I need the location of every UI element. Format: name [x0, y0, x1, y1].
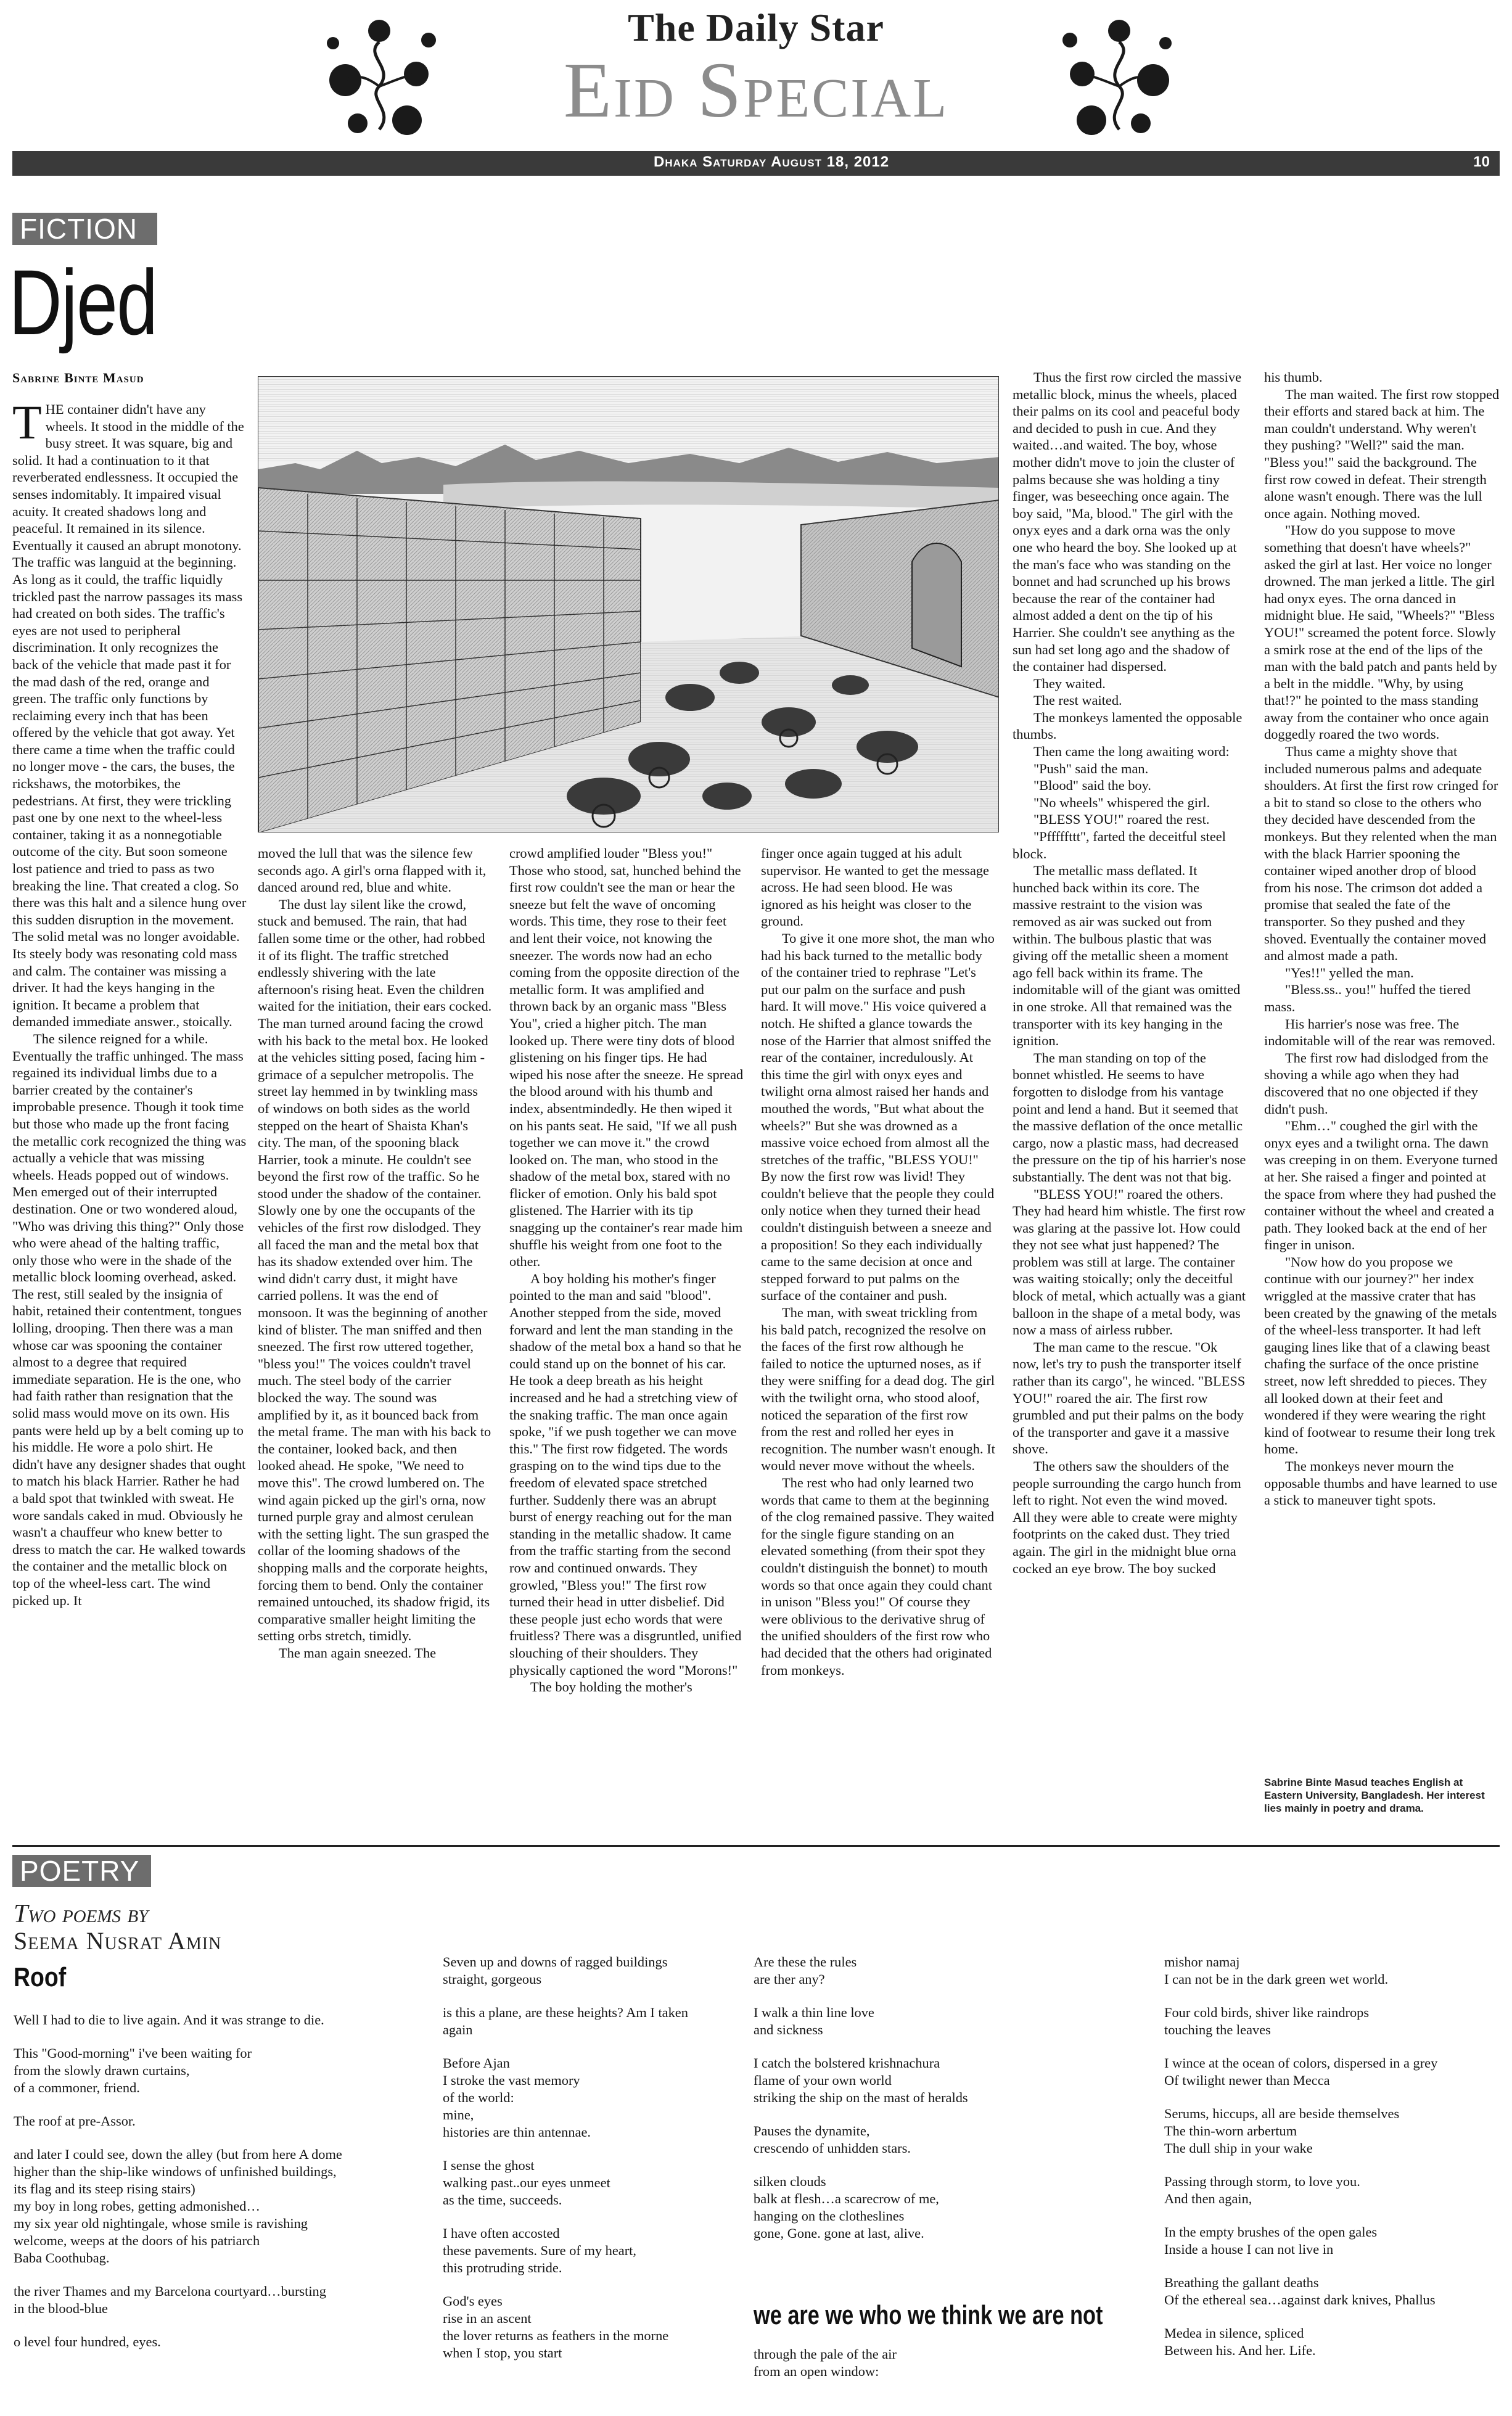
poem-stanza: In the empty brushes of the open gales Inside a house I can not live in: [1164, 2224, 1378, 2257]
story-paragraph: crowd amplified louder "Bless you!" Those who stood, sat, hunched behind the first row couldn't see the man or hear the sneeze but felt the wave of oncoming words. This time, they rose to their feet and lent their voice, not knowing the sneezer. The words now had an echo coming from the opposite direction of the metallic form. It was amplified and thrown back by an organic mass "Bless You", cried a higher pitch. The man looked up. There were tiny dots of blood glistening on his finger tips. He had wiped his nose after the sneeze. He spread the blood around with his thumb and index, absentmindedly. He then wiped it on his pants seat. He said, "If we all push together we can move it." the crowd looked on. The man, who stood in the shadow of the metal box, stared with no flicker of emotion. Only his bald spot glistened. The Harrier with its tip snagging up the container's rear made him shuffle his weight from one foot to the other.: [509, 845, 744, 1270]
story-column-6: [1264, 369, 1500, 1509]
poem-stanza: Before Ajan I stroke the vast memory of the world: mine, histories are thin antennae.: [443, 2055, 591, 2140]
poem-stanza: Four cold birds, shiver like raindrops touching the leaves: [1164, 2005, 1370, 2037]
poem-stanza: Are these the rules are ther any?: [754, 1954, 857, 1987]
story-paragraph: Then came the long awaiting word:: [1033, 744, 1230, 760]
story-paragraph: The monkeys never mourn the opposable thumbs and have learned to use a stick to maneuver tight spots.: [1264, 1458, 1498, 1508]
poem-column-4: [1164, 1954, 1500, 2375]
poem-stanza: silken clouds balk at flesh…a scarecrow of me, hanging on the clotheslines gone, Gone. gone at last, alive.: [754, 2174, 939, 2241]
poem-stanza: I sense the ghost walking past..our eyes unmeet as the time, succeeds.: [443, 2158, 610, 2208]
story-paragraph: "Blood" said the boy.: [1033, 778, 1151, 794]
story-paragraph: The man waited. The first row stopped their efforts and stared back at him. The man couldn't understand. Why weren't they pushing? "Well?" said the man. "Bless you!" said the background. The first row cowed in defeat. Their strength alone wasn't enough. There was the lull once again. Nothing moved.: [1264, 386, 1500, 521]
poem-stanza: The roof at pre-Assor.: [14, 2113, 136, 2129]
story-paragraph: Thus came a mighty shove that included numerous palms and adequate shoulders. At first the first row cringed for a bit to stand so close to the others who they decided have descended from the monkeys. But they relented when the man with the black Harrier spooning the container wiped another drop of blood from his nose. The crimson dot added a promise that sealed the fate of the transporter. So they pushed and they shoved. Eventually the container moved and almost made a path.: [1264, 744, 1498, 964]
poem-stanza: I catch the bolstered krishnachura flame of your own world striking the ship on the mast of heralds: [754, 2055, 968, 2105]
story-paragraph: His harrier's nose was free. The indomitable will of the rear was removed.: [1264, 1016, 1495, 1049]
story-paragraph: "Bless.ss.. you!" huffed the tiered mass.: [1264, 982, 1471, 1014]
poem-stanza: mishor namaj I can not be in the dark green wet world.: [1164, 1954, 1389, 1987]
poem-stanza: is this a plane, are these heights? Am I taken again: [443, 2005, 688, 2037]
poetry-subtitle: Two poems by: [14, 1900, 149, 1928]
story-paragraph: The man again sneezed. The: [279, 1645, 437, 1661]
poem-stanza: This "Good-morning" i've been waiting for from the slowly drawn curtains, of a commoner, friend.: [14, 2045, 252, 2095]
poem-stanza: I walk a thin line love and sickness: [754, 2005, 874, 2037]
story-paragraph: "BLESS YOU!" roared the rest.: [1033, 811, 1210, 828]
story-paragraph: The others saw the shoulders of the people surrounding the cargo hunch from left to right. Not even the wind moved. All they were able to create were mighty footprints on the caked dust. They tried again. The girl in the midnight blue orna cocked an eye brow. The boy sucked: [1013, 1458, 1241, 1576]
story-title: Djed: [9, 250, 157, 354]
masthead: [0, 0, 1512, 154]
story-paragraph: The rest who had only learned two words that came to them at the beginning of the clog remained passive. They waited for the single figure standing on an elevated something (from their spot they couldn't distinguish the bonnet) to mouth words so that once again they could chant in unison "Bless you!" Of course they were oblivious to the derivative shrug of the unified shoulders of the first row who had decided that the others had originated from monkeys.: [761, 1474, 995, 1678]
story-paragraph: Thus the first row circled the massive metallic block, minus the wheels, placed their palms on its cool and peaceful body and decided to push in cue. And they waited…and waited. The boy, whose mother didn't move to join the cluster of palms because she was holding a tiny finger, was beseeching once again. The boy said, "Ma, blood." The girl with the onyx eyes and a dark orna was the only one who heard the boy. She looked up at the man's face who was standing on the bonnet and had scrunched up his brows because the rear of the container had almost added a dent on the tip of his Harrier. She couldn't see anything as the sun had set long ago and the shadow of the container had dispersed.: [1013, 369, 1242, 675]
story-column-1: [12, 395, 247, 1609]
poem-stanza: I have often accosted these pavements. Sure of my heart, this protruding stride.: [443, 2225, 636, 2275]
story-paragraph: The metallic mass deflated. It hunched back within its core. The massive restraint to the vision was removed as air was sucked out from within. The bulbous plastic that was giving off the metallic sheen a moment ago fell back within its frame. The indomitable will of the giant was omitted in one stroke. All that remained was the transporter with its key hanging in the ignition.: [1013, 863, 1241, 1049]
poem-title-roof: Roof: [14, 1962, 67, 1992]
story-paragraph: "Push" said the man.: [1033, 760, 1149, 776]
story-paragraph: The first row had dislodged from the shoving a while ago when they had discovered that no one objected if they didn't push.: [1264, 1050, 1489, 1117]
drop-cap: T: [12, 395, 42, 449]
poem-stanza: Passing through storm, to love you. And then again,: [1164, 2174, 1360, 2206]
story-paragraph: The man, with sweat trickling from his bald patch, recognized the resolve on the faces of the first row although he failed to notice the upturned noses, as if they were sniffing for a dead dog. The girl with the twilight orna, who stood aloof, noticed the separation of the first row from the rest and rolled her eyes in recognition. The number wasn't enough. It would never move without the wheels.: [761, 1305, 995, 1474]
poem-stanza: Breathing the gallant deaths Of the ethereal sea…against dark knives, Phallus: [1164, 2275, 1436, 2307]
page-number: 10: [1473, 154, 1490, 170]
issue-date: Dhaka Saturday August 18, 2012: [654, 154, 890, 170]
dateline-bar: [12, 151, 1500, 176]
fiction-section-label: FICTION: [12, 213, 157, 245]
street-scene-image: [258, 377, 999, 832]
poem-column-2: [443, 1954, 751, 2378]
story-paragraph: The boy holding the mother's: [530, 1679, 692, 1695]
poem-stanza: Seven up and downs of ragged buildings straight, gorgeous: [443, 1954, 668, 1987]
newspaper-name: The Daily Star: [628, 6, 884, 49]
poem-stanza: Medea in silence, spliced Between his. And her. Life.: [1164, 2325, 1316, 2358]
story-column-3: [509, 845, 744, 1696]
poem-stanza: God's eyes rise in an ascent the lover returns as feathers in the morne when I stop, you start: [443, 2293, 669, 2361]
story-paragraph: "BLESS YOU!" roared the others. They had heard him whistle. The first row was glaring at the passive lot. How could they not see what just happened? The problem was still at large. The container was waiting stoically; only the deceitful block of metal, which actually was a giant balloon in the shape of a metal body, was now a mass of airless rubber.: [1013, 1186, 1246, 1338]
poetry-section-label: POETRY: [12, 1855, 151, 1887]
section-name: Eid Special: [563, 46, 949, 134]
poem-column-3: [754, 1954, 1087, 2258]
section-divider: [12, 1845, 1500, 1847]
story-paragraph: The man came to the rescue. "Ok now, let's try to push the transporter itself rather than its cargo", he winced. "BLESS YOU!" roared the air. The first row grumbled and put their palms on the body of the transporter and gave it a massive shove.: [1013, 1339, 1246, 1457]
story-paragraph: They waited.: [1033, 675, 1106, 691]
poetry-author: Seema Nusrat Amin: [14, 1927, 222, 1955]
story-paragraph: "No wheels" whispered the girl.: [1033, 794, 1210, 810]
poem-stanza: Well I had to die to live again. And it was strange to die.: [14, 2012, 324, 2028]
story-paragraph: The man standing on top of the bonnet whistled. He seems to have forgotten to dislodge from his vantage point and lend a hand. But it seemed that the massive deflation of the once metallic cargo, now a plastic mass, had decreased the pressure on the tip of his harrier's nose substantially. The dent was not that big.: [1013, 1050, 1246, 1185]
story-paragraph: A boy holding his mother's finger pointed to the man and said "blood". Another stepped from the side, moved forward and lent the man standing in the shadow of the metal box a hand so that he could stand up on the bonnet of his car. He took a deep breath as his height increased and he had a stretching view of the snaking traffic. The man once again spoke, "if we push together we can move this." The first row fidgeted. The words grasping on to the wind tips due to the freedom of elevated space stretched further. Suddenly there was an abrupt burst of energy reaching out for the man standing in the metallic shadow. It came from the traffic starting from the second row and continued onwards. They growled, "Bless you!" The first row turned their head in utter disbelief. Did these people just echo words that were fruitless? There was a disgruntled, unified slouching of their shoulders. They physically captioned the word "Morons!": [509, 1270, 742, 1678]
story-column-4: [761, 845, 995, 1678]
street-engraving-illustration: [258, 376, 999, 832]
story-byline: Sabrine Binte Masud: [12, 370, 144, 385]
poem-title-we-are: we are we who we think we are not: [754, 2300, 1103, 2330]
poem-column-1: [14, 2011, 371, 2367]
poem-stanza: Pauses the dynamite, crescendo of unhidden stars.: [754, 2123, 911, 2156]
story-paragraph: "Pfffffttt", farted the deceitful steel block.: [1013, 829, 1226, 861]
story-paragraph: The dust lay silent like the crowd, stuck and bemused. The rain, that had fallen some time or the other, had robbed it of its flight. The traffic stretched endlessly shivering with the late afternoon's rising heat. Even the children waited for the initiation, their ears cocked. The man turned around facing the crowd with his back to the metal box. He looked at the vehicles sitting posed, facing him - grimace of a sepulcher metropolis. The street lay hemmed in by twinkling mass of windows on both sides as the world stepped on the heart of Shaista Khan's city. The man, of the spooning black Harrier, took a minute. He couldn't see beyond the first row of the traffic. So he stood under the shadow of the container. Slowly one by one the occupants of the vehicles of the first row dislodged. They all faced the man and the metal box that has its shadow extended over him. The wind didn't carry dust, it might have carried pollens. It was the end of monsoon. It was the beginning of another kind of blister. The man sniffed and then sneezed. The first row uttered together, "bless you!" The voices couldn't travel much. The steel body of the carrier blocked the way. The sound was amplified by it, as it bounced back from the metal frame. The man with his back to the container, looked back, and then looked ahead. He spoke, "We need to move this". The crowd lumbered on. The wind again picked up the girl's orna, now turned purple gray and almost cerulean with the setting light. The sun grasped the collar of the looming shadows of the shopping malls and the corporate heights, forcing them to bend. Only the container remained untouched, its shadow frigid, its comparative smaller height limiting the setting orbs stretch, timidly.: [258, 896, 492, 1644]
story-paragraph: The rest waited.: [1033, 692, 1122, 709]
story-column-5: [1013, 369, 1247, 1577]
story-paragraph: "Yes!!" yelled the man.: [1285, 964, 1414, 980]
story-paragraph: finger once again tugged at his adult supervisor. He wanted to get the message across. He had seen blood. He was ignored as his height was closer to the ground.: [761, 845, 989, 929]
poem-stanza: the river Thames and my Barcelona courtyard…bursting in the blood-blue: [14, 2283, 326, 2316]
poem-stanza: Serums, hiccups, all are beside themselves The thin-worn arbertum The dull ship in your wake: [1164, 2106, 1400, 2156]
story-paragraph: moved the lull that was the silence few seconds ago. A girl's orna flapped with it, danced around red, blue and white.: [258, 845, 487, 895]
story-paragraph: his thumb.: [1264, 369, 1323, 385]
story-paragraph: "Ehm…" coughed the girl with the onyx eyes and a twilight orna. The dawn was creeping in on them. Everyone turned at her. She raised a finger and pointed at the space from where they had pushed the container without the wheel and created a path. They looked back at the end of her finger in unison.: [1264, 1118, 1498, 1253]
story-paragraph: The silence reigned for a while. Eventually the traffic unhinged. The mass regained its individual limbs due to a barrier created by the container's improbable presence. Though it took time but those who made up the front facing the metallic cork recognized the thing was actually a vehicle that was missing wheels. Heads popped out of windows. Men emerged out of their interrupted destination. One or two wondered aloud, "Who was driving this thing?" Only those who were ahead of the halting traffic, only those who were in the shade of the metallic block looming overhead, asked. The rest, still sealed by the insignia of habit, retained their contentment, tongues lolling, drooping. Then there was a man whose car was spooning the container almost to a degree that required immediate separation. He is the one, who had faith rather than resignation that the solid mass would move on its own. His pants were held up by a belt coming up to his middle. He wore a polo shirt. He didn't have any designer shades that ought to match his black Harrier. Rather he had a bald spot that twinkled with sweat. He wore sandals caked in mud. Obviously he wasn't a chauffeur who knew better to dress to match the car. He walked towards the container and the metallic block on top of the wheel-less cart. The wind picked up. It: [12, 1030, 247, 1608]
author-bio: Sabrine Binte Masud teaches English at Eastern University, Bangladesh. Her interest lies mainly in poetry and drama.: [1264, 1777, 1485, 1814]
poem-stanza: and later I could see, down the alley (but from here A dome higher than the ship-like windows of unfinished buildings, its flag and its steep rising stairs) my boy in long robes, getting admonished… my six year old nightingale, whose smile is ravishing welcome, weeps at the doors of his patriarch Baba Coothubag.: [14, 2147, 342, 2266]
poem-stanza: o level four hundred, eyes.: [14, 2334, 161, 2349]
poem-stanza: I wince at the ocean of colors, dispersed in a grey Of twilight newer than Mecca: [1164, 2055, 1438, 2088]
story-paragraph: To give it one more shot, the man who had his back turned to the metallic body of the container tried to rephrase "Let's put our palm on the surface and push hard. It will move." His voice quivered a notch. He shifted a glance towards the nose of the Harrier that almost sniffed the rear of the container, incredulously. At this time the girl with onyx eyes and twilight orna almost raised her hands and mouthed the words, "But what about the wheels?" But she was drowned as a massive voice echoed from almost all the stretches of the traffic, "BLESS YOU!" By now the first row was livid! They couldn't believe that the people they could only notice when they turned their head couldn't distinguish between a sneeze and a proposition! So they each individually came to the same decision at once and stepped forward to put palms on the surface of the container and push.: [761, 930, 995, 1304]
story-paragraph: THE container didn't have any wheels. It stood in the middle of the busy street. It was square, big and solid. It had a continuation to it that reverberated endlessness. It occupied the senses indomitably. It impaired visual acuity. It created shadows long and peaceful. It remained in its silence. Eventually it caused an abrupt monotony. The traffic was languid at the beginning. As long as it could, the traffic liquidly trickled past the narrow passages its mass had created on both sides. The traffic's eyes are not used to peripheral discrimination. It only recognizes the back of the vehicle that made past it for the mad dash of the red, orange and green. The traffic only functions by reclaiming every inch that has been offered by the vehicle that got away. Yet there came a time when the traffic could no longer move - the cars, the buses, the rickshaws, the motorbikes, the pedestrians. At first, they were trickling past one by one next to the wheel-less container, taking it as a nonnegotiable outcome of the city. But soon someone lost patience and tried to pass as two breaking the line. That created a clog. So there was this halt and a silence hung over this sudden disruption in the movement. The solid metal was no longer avoidable. Its steely body was resonating cold mass and calm. The container was missing a driver. It had the keys hanging in the ignition. It became a problem that demanded immediate answer., stoically.: [12, 395, 247, 1030]
story-column-2: [258, 845, 492, 1662]
story-paragraph: The monkeys lamented the opposable thumbs.: [1013, 709, 1243, 742]
poem-column-3-continued: [754, 2346, 1087, 2396]
poem-stanza: through the pale of the air from an open window:: [754, 2346, 897, 2379]
story-paragraph: "Now how do you propose we continue with our journey?" her index wriggled at the massive crater that has been created by the gnawing of the metals of the wheel-less transporter. It had left gauging lines like that of a clawing beast chafing the surface of the once pristine street, now left shredded to pieces. They all looked down at their feet and wondered if they were wearing the right kind of footwear to resume their long trek home.: [1264, 1254, 1497, 1457]
story-paragraph: "How do you suppose to move something that doesn't have wheels?" asked the girl at last. Her voice no longer drowned. The man jerked a little. The girl had onyx eyes. The orna danced in midnight blue. He said, "Wheels?" "Bless YOU!" screamed the potent force. Slowly a smirk rose at the end of the lips of the man with the bald patch and pants held by a belt in the middle. "Why, by using that!?" he pointed to the mass standing away from the container who once again doggedly roared the two words.: [1264, 522, 1498, 742]
